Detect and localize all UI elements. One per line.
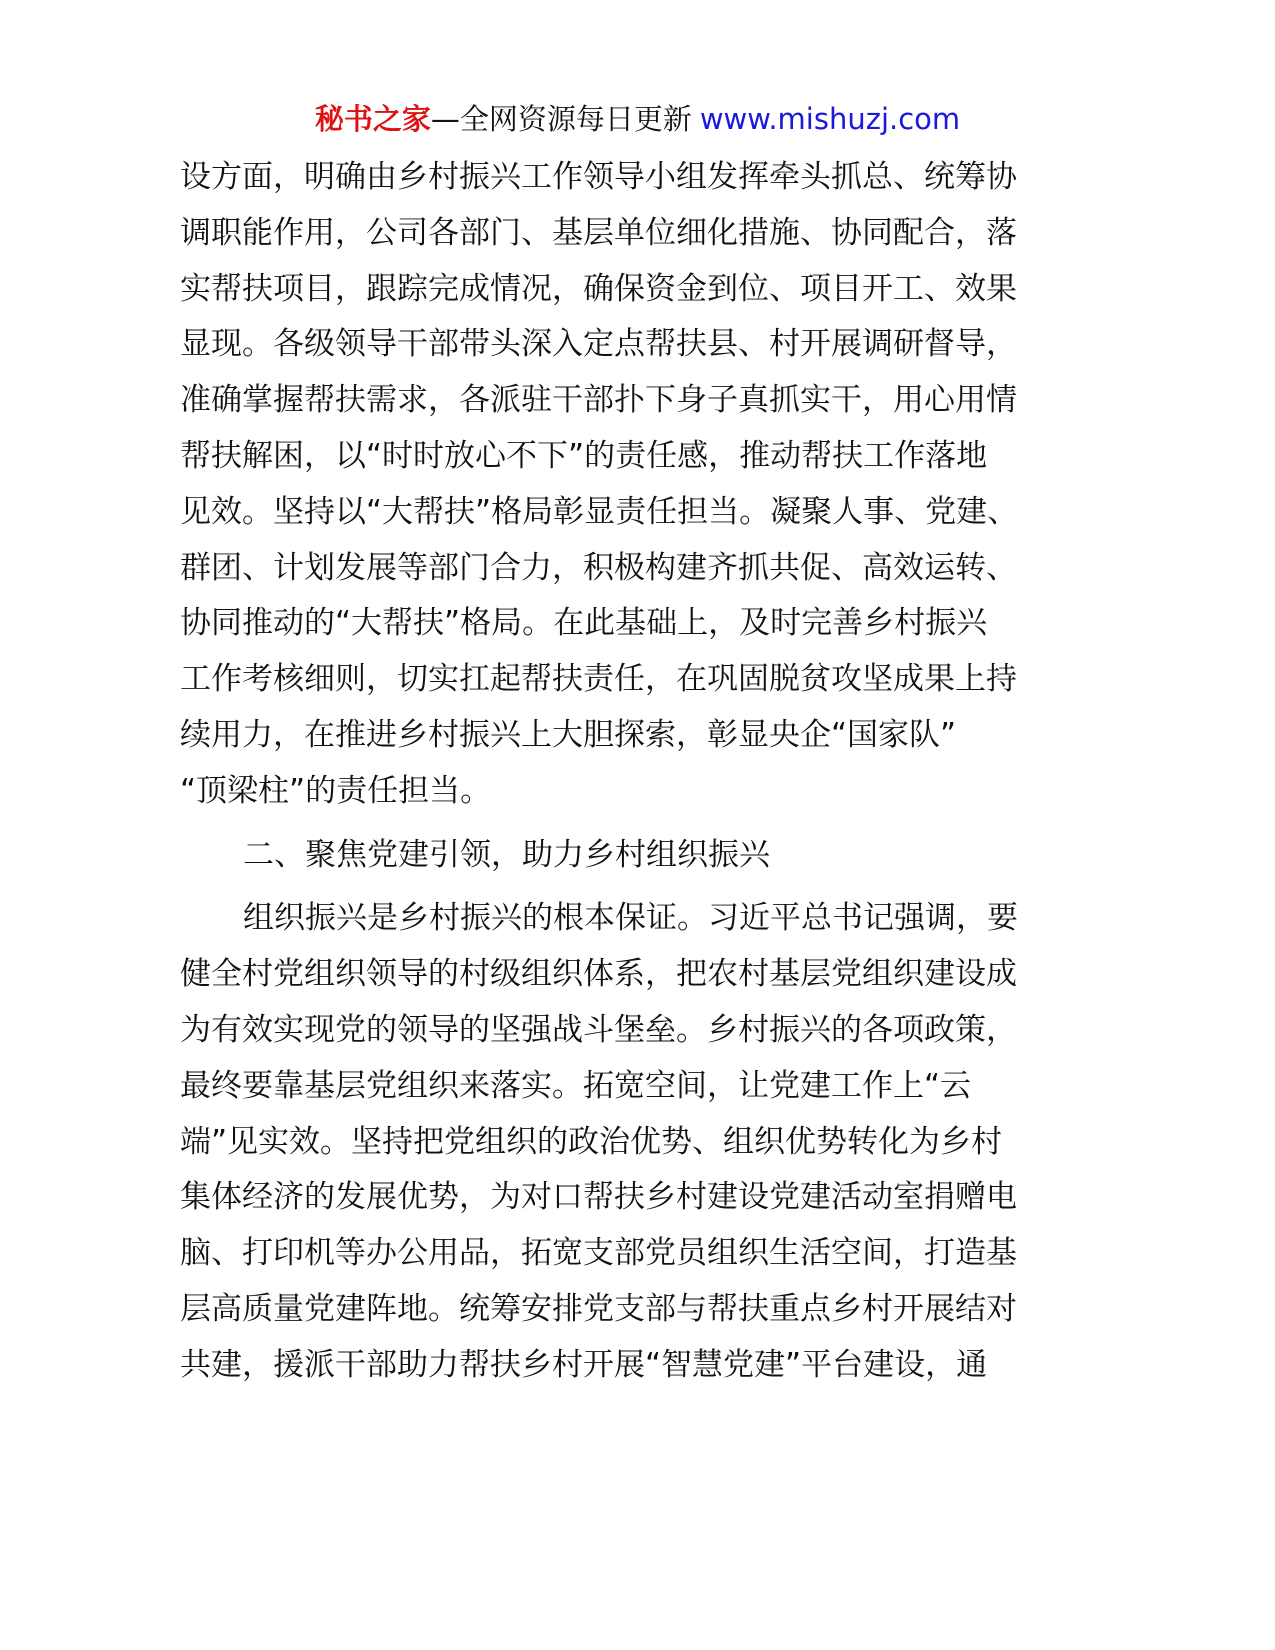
text-line: 脑、打印机等办公用品，拓宽支部党员组织生活空间，打造基 xyxy=(180,1235,1017,1272)
text-line: 最终要靠基层党组织来落实。拓宽空间，让党建工作上“云 xyxy=(180,1067,972,1104)
paragraph-1 xyxy=(180,150,1040,820)
text-line: 见效。坚持以“大帮扶”格局彰显责任担当。凝聚人事、党建、 xyxy=(180,493,1019,530)
document-body xyxy=(180,150,1040,1394)
text-line: 续用力，在推进乡村振兴上大胆探索，彰显央企“国家队” xyxy=(180,716,957,753)
text-line: 为有效实现党的领导的坚强战斗堡垒。乡村振兴的各项政策， xyxy=(180,1011,1017,1048)
header-site-link[interactable]: www.mishuzj.com xyxy=(699,102,961,136)
text-line: 准确掌握帮扶需求，各派驻干部扑下身子真抓实干，用心用情 xyxy=(180,382,1017,419)
text-line: 工作考核细则，切实扛起帮扶责任，在巩固脱贫攻坚成果上持 xyxy=(180,661,1017,698)
text-line: 帮扶解困，以“时时放心不下”的责任感，推动帮扶工作落地 xyxy=(180,437,988,474)
page-header xyxy=(0,98,1275,140)
text-line: 设方面，明确由乡村振兴工作领导小组发挥牵头抓总、统筹协 xyxy=(180,159,1017,195)
text-line: 协同推动的“大帮扶”格局。在此基础上，及时完善乡村振兴 xyxy=(180,605,988,642)
text-line: 调职能作用，公司各部门、基层单位细化措施、协同配合，落 xyxy=(180,214,1017,251)
header-tagline: —全网资源每日更新 xyxy=(430,102,692,136)
text-line: 显现。各级领导干部带头深入定点帮扶县、村开展调研督导， xyxy=(180,326,1017,363)
text-line: 集体经济的发展优势，为对口帮扶乡村建设党建活动室捐赠电 xyxy=(180,1179,1017,1216)
text-line: 群团、计划发展等部门合力，积极构建齐抓共促、高效运转、 xyxy=(180,549,1017,586)
text-line: 层高质量党建阵地。统筹安排党支部与帮扶重点乡村开展结对 xyxy=(180,1290,1017,1327)
text-line: 端”见实效。坚持把党组织的政治优势、组织优势转化为乡村 xyxy=(180,1123,1003,1160)
text-line: “顶梁柱”的责任担当。 xyxy=(180,772,492,809)
text-line: 健全村党组织领导的村级组织体系，把农村基层党组织建设成 xyxy=(180,956,1017,993)
text-line: 实帮扶项目，跟踪完成情况，确保资金到位、项目开工、效果 xyxy=(180,270,1017,307)
header-brand: 秘书之家 xyxy=(314,102,431,136)
section-heading: 二、聚焦党建引领，助力乡村组织振兴 xyxy=(243,836,770,873)
text-line: 共建，援派干部助力帮扶乡村开展“智慧党建”平台建设，通 xyxy=(180,1346,988,1383)
text-line: 组织振兴是乡村振兴的根本保证。习近平总书记强调，要 xyxy=(243,900,1018,937)
paragraph-2 xyxy=(180,891,1040,1393)
